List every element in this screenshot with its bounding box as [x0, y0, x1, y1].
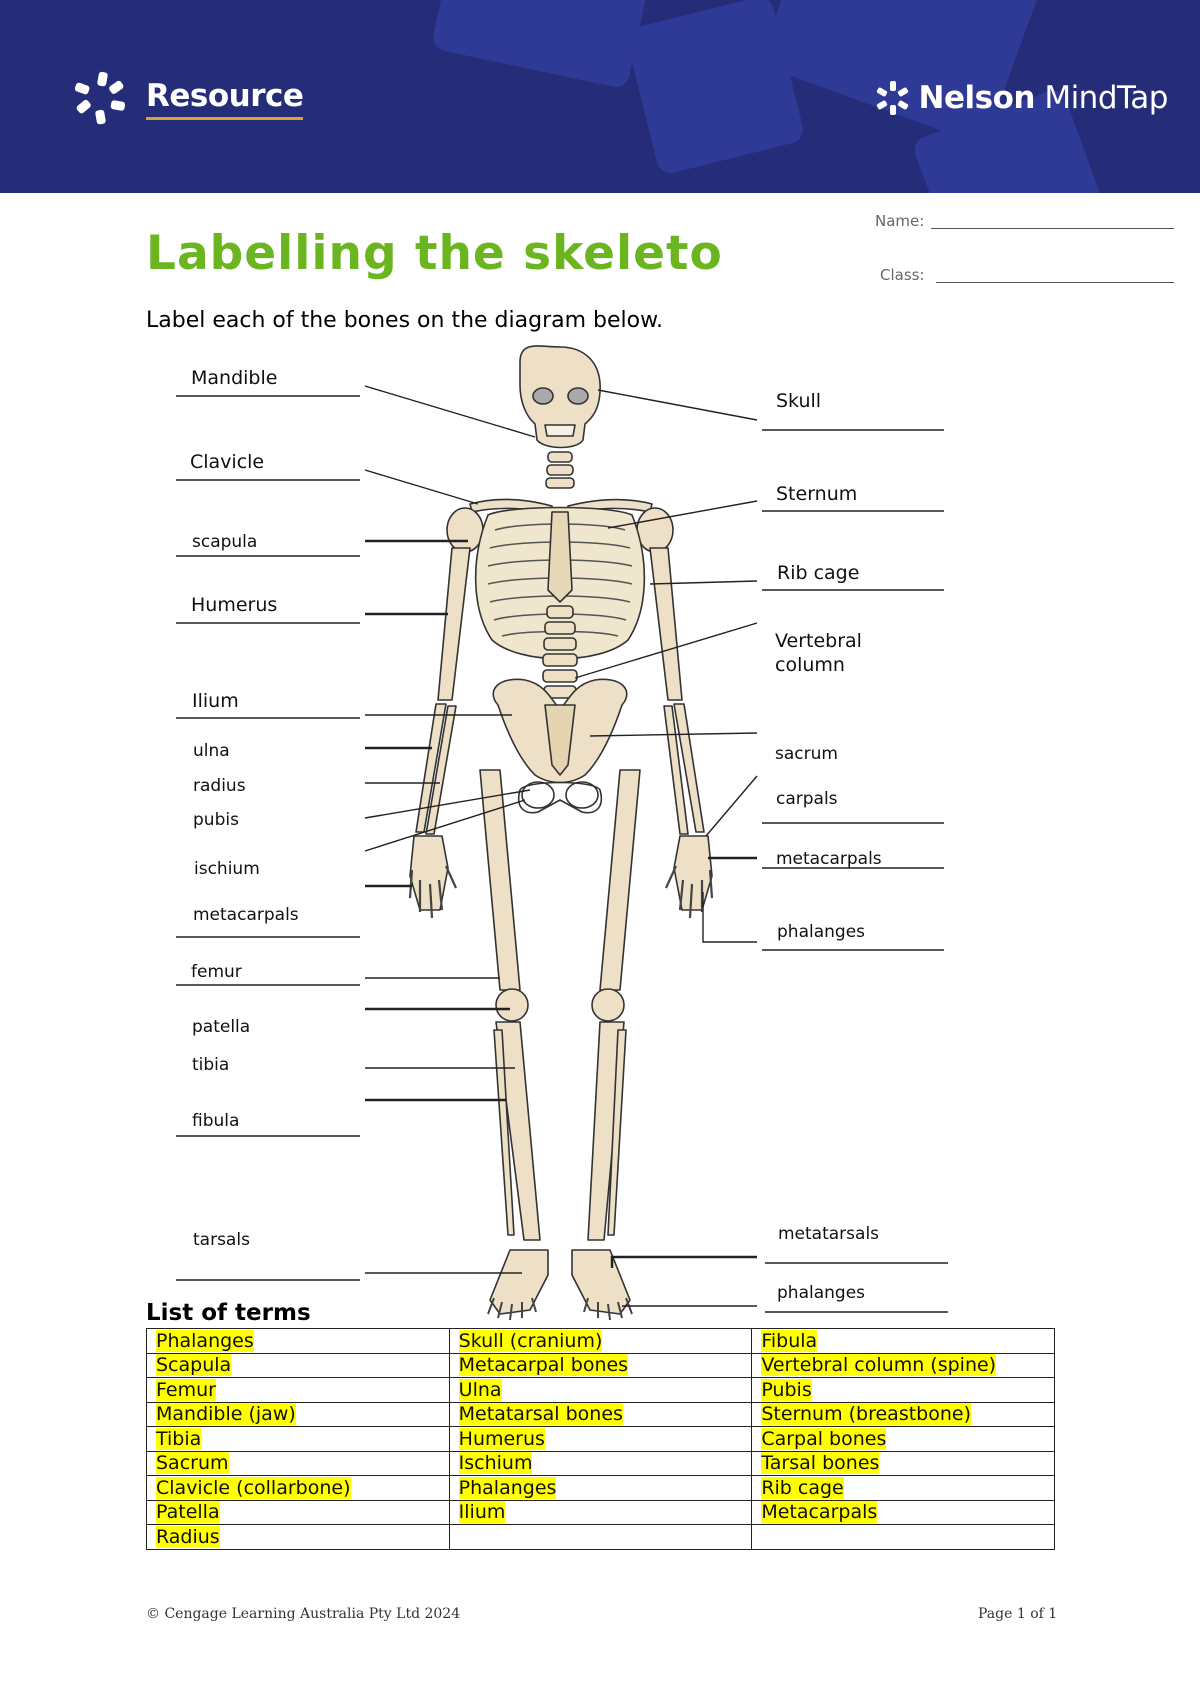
resource-label: Resource	[146, 78, 303, 120]
foot-left	[490, 1250, 548, 1314]
table-cell: Rib cage	[752, 1476, 1055, 1501]
label-phalanges-hand: phalanges	[777, 922, 866, 942]
nelson-mindtap-wordmark: Nelson MindTap	[918, 80, 1168, 116]
table-row	[147, 1353, 1055, 1378]
terms-heading: List of terms	[146, 1300, 311, 1326]
table-row	[147, 1476, 1055, 1501]
cervical-vertebra	[548, 452, 572, 462]
label-femur: femur	[191, 962, 242, 982]
worksheet-title: Labelling the skeleto	[146, 226, 723, 281]
label-metacarpals-right: metacarpals	[776, 849, 882, 869]
label-skull: Skull	[776, 390, 822, 412]
table-cell: Patella	[147, 1500, 450, 1525]
table-cell: Radius	[147, 1525, 450, 1550]
label-column: column	[775, 654, 845, 676]
label-scapula: scapula	[192, 532, 258, 552]
name-label: Name:	[875, 212, 925, 230]
patella-right	[592, 989, 624, 1021]
class-label: Class:	[880, 266, 925, 284]
table-cell: Metacarpals	[752, 1500, 1055, 1525]
label-ulna: ulna	[193, 741, 230, 761]
footer-page-number: Page 1 of 1	[978, 1606, 1058, 1622]
label-tarsals: tarsals	[193, 1230, 250, 1250]
terms-table	[146, 1328, 1055, 1550]
table-cell: Metatarsal bones	[449, 1402, 752, 1427]
label-humerus: Humerus	[191, 594, 278, 616]
humerus-right	[650, 548, 682, 700]
label-mandible: Mandible	[191, 367, 278, 389]
label-metatarsals: metatarsals	[778, 1224, 880, 1244]
lumbar-vertebra	[545, 622, 575, 634]
eye-socket-right	[568, 388, 588, 404]
instruction-text: Label each of the bones on the diagram below.	[146, 308, 664, 333]
table-cell: Metacarpal bones	[449, 1353, 752, 1378]
table-cell	[752, 1525, 1055, 1550]
table-cell: Humerus	[449, 1427, 752, 1452]
table-row	[147, 1378, 1055, 1403]
table-cell: Tibia	[147, 1427, 450, 1452]
lumbar-vertebra	[544, 638, 576, 650]
table-cell: Tarsal bones	[752, 1451, 1055, 1476]
footer-copyright: © Cengage Learning Australia Pty Ltd 2024	[146, 1606, 461, 1622]
foot-right	[572, 1250, 630, 1314]
shoulder-right	[637, 508, 673, 552]
femur-right	[600, 770, 640, 990]
table-cell: Phalanges	[147, 1329, 450, 1354]
table-cell: Mandible (jaw)	[147, 1402, 450, 1427]
label-sacrum: sacrum	[775, 744, 838, 764]
table-cell: Femur	[147, 1378, 450, 1403]
cervical-vertebra	[546, 478, 574, 488]
patella-left	[496, 989, 528, 1021]
skeleton-illustration	[410, 346, 712, 1320]
table-cell: Ulna	[449, 1378, 752, 1403]
table-row	[147, 1451, 1055, 1476]
table-cell: Sacrum	[147, 1451, 450, 1476]
table-cell: Scapula	[147, 1353, 450, 1378]
lumbar-vertebra	[543, 654, 577, 666]
eye-socket-left	[533, 388, 553, 404]
table-cell: Sternum (breastbone)	[752, 1402, 1055, 1427]
table-row	[147, 1500, 1055, 1525]
table-cell: Ilium	[449, 1500, 752, 1525]
hand-right	[674, 836, 712, 910]
label-tibia: tibia	[192, 1055, 230, 1075]
label-vertebral: Vertebral	[775, 630, 862, 652]
table-cell: Clavicle (collarbone)	[147, 1476, 450, 1501]
label-carpals: carpals	[776, 789, 838, 809]
label-clavicle: Clavicle	[190, 451, 265, 473]
label-radius: radius	[193, 776, 246, 792]
table-cell: Vertebral column (spine)	[752, 1353, 1055, 1378]
lumbar-vertebra	[543, 670, 577, 682]
table-row	[147, 1402, 1055, 1427]
lumbar-vertebra	[547, 606, 573, 618]
table-row	[147, 1427, 1055, 1452]
table-cell: Phalanges	[449, 1476, 752, 1501]
table-cell: Skull (cranium)	[449, 1329, 752, 1354]
label-fibula: fibula	[192, 1111, 240, 1131]
sternum	[548, 512, 572, 602]
table-cell: Pubis	[752, 1378, 1055, 1403]
table-row	[147, 1525, 1055, 1550]
label-phalanges-foot: phalanges	[777, 1283, 866, 1303]
label-patella: patella	[192, 1017, 251, 1037]
label-rib-cage: Rib cage	[777, 562, 860, 584]
label-sternum: Sternum	[776, 483, 858, 505]
table-cell: Fibula	[752, 1329, 1055, 1354]
hand-left	[410, 836, 448, 910]
answer-lines-left	[176, 396, 360, 1280]
shoulder-left	[447, 508, 483, 552]
table-cell: Ischium	[449, 1451, 752, 1476]
table-cell: Carpal bones	[752, 1427, 1055, 1452]
table-row	[147, 1329, 1055, 1354]
label-ischium: ischium	[194, 859, 260, 879]
label-ilium: Ilium	[192, 690, 239, 712]
table-cell	[449, 1525, 752, 1550]
label-metacarpals-left: metacarpals	[193, 905, 299, 925]
teeth-shape	[545, 425, 575, 436]
humerus-left	[438, 548, 470, 700]
label-pubis: pubis	[193, 810, 239, 830]
cervical-vertebra	[547, 465, 573, 475]
